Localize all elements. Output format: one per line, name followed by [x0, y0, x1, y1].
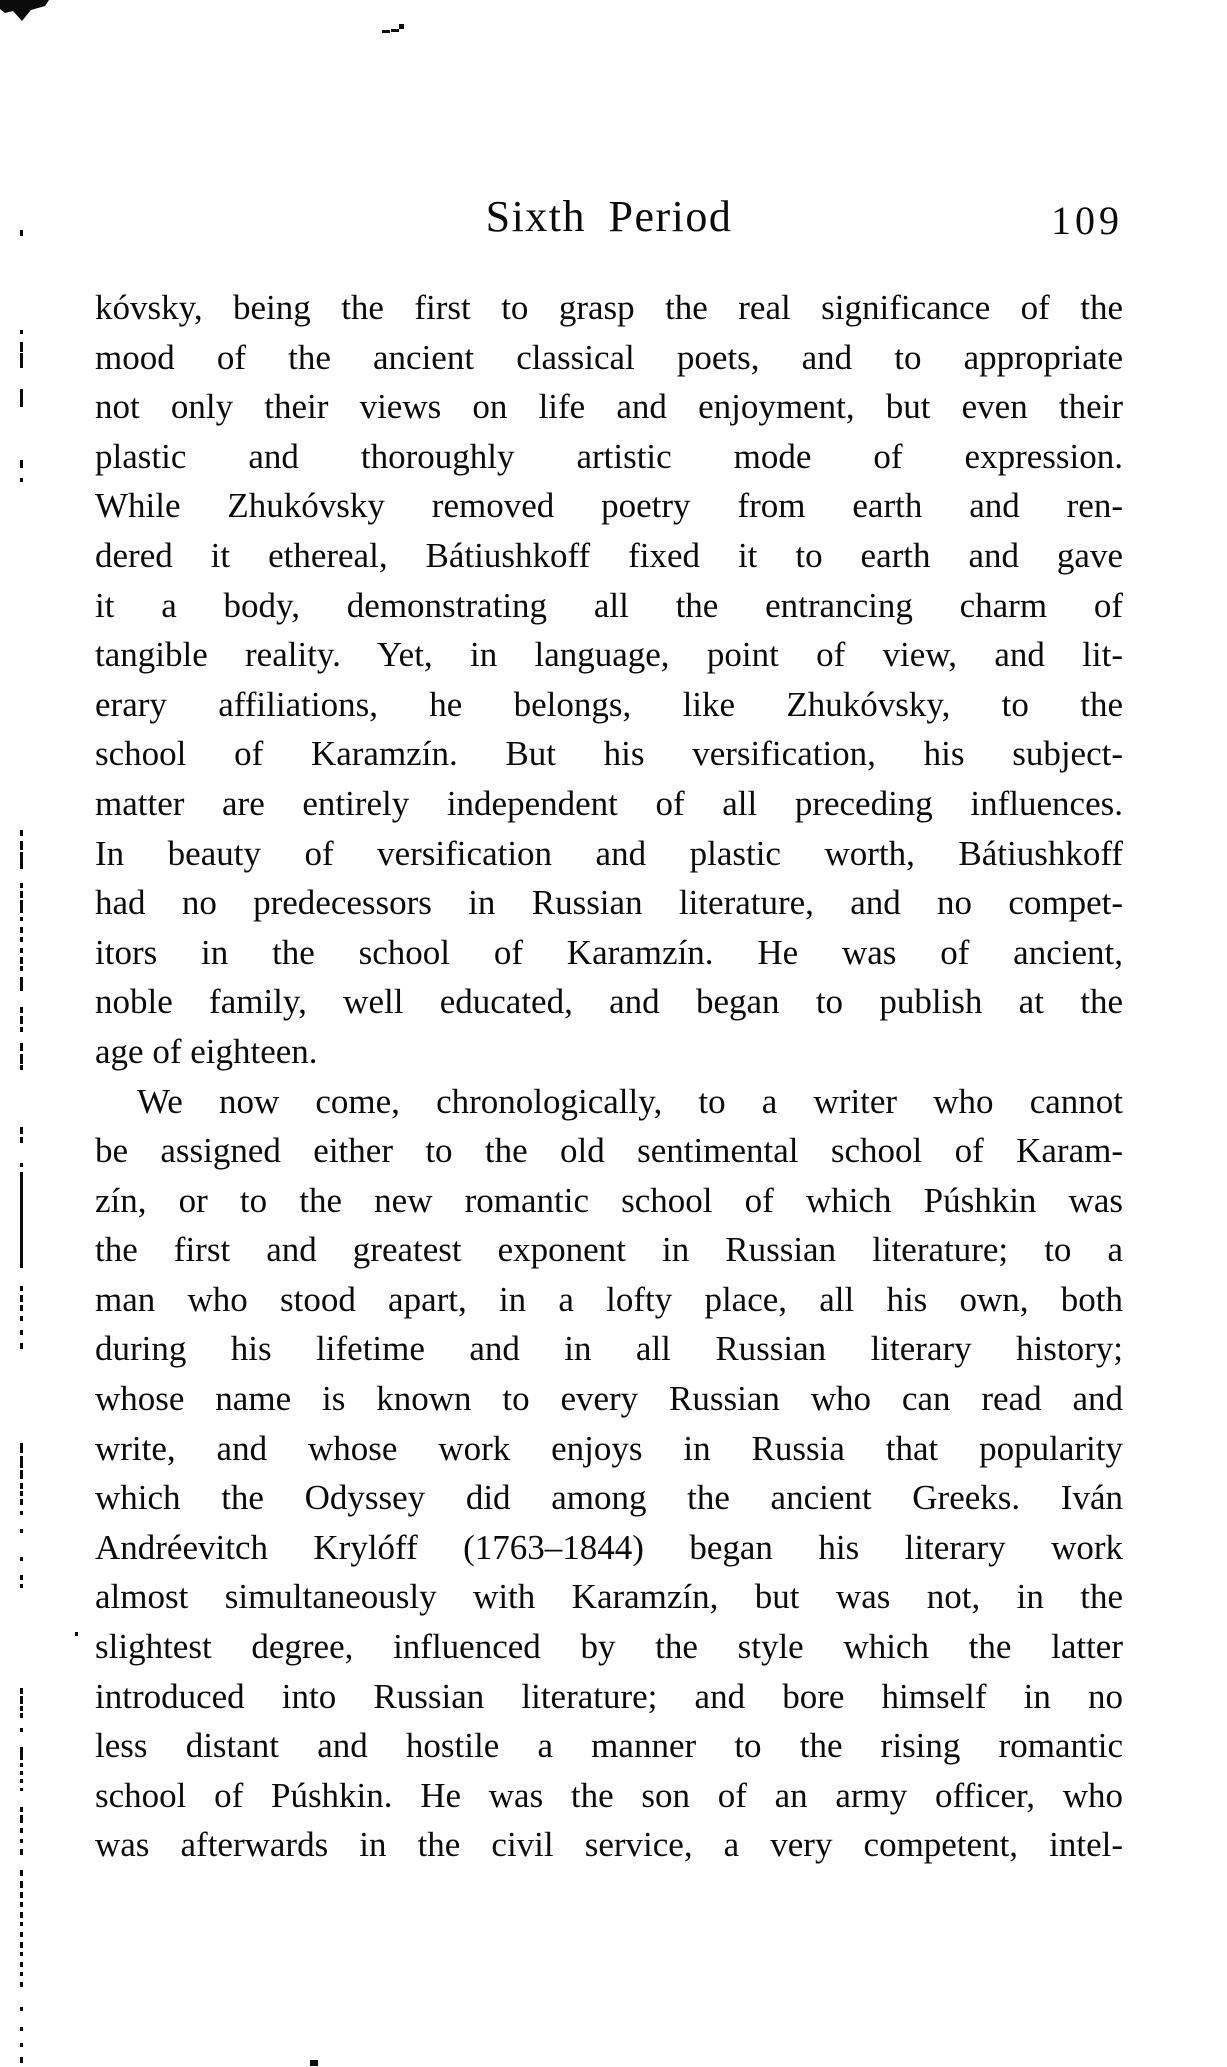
gutter-tick-artifact	[20, 1316, 23, 1321]
gutter-tick-artifact	[20, 1902, 23, 1907]
text-line: introduced into Russian literature; and bore himself in no	[95, 1676, 1123, 1716]
gutter-tick-artifact	[20, 1962, 23, 1967]
gutter-tick-artifact	[20, 2027, 23, 2031]
text-line: itors in the school of Karamzín. He was of ancient,	[95, 932, 1123, 972]
gutter-tick-artifact	[20, 1491, 23, 1496]
gutter-tick-artifact	[20, 1575, 23, 1580]
scan-corner-artifact	[0, 0, 52, 23]
gutter-tick-artifact	[20, 460, 23, 468]
text-line: not only their views on life and enjoyment, but even their	[95, 387, 1123, 427]
text-line: be assigned either to the old sentimental school of Karam-	[95, 1131, 1123, 1171]
text-line: erary affiliations, he belongs, like Zhukóvsky, to the	[95, 684, 1123, 724]
gutter-tick-artifact	[20, 1870, 23, 1876]
gutter-tick-artifact	[20, 1779, 23, 1783]
text-line: plastic and thoroughly artistic mode of expression.	[95, 436, 1123, 476]
gutter-tick-artifact	[20, 330, 23, 334]
text-line: write, and whose work enjoys in Russia that popularity	[95, 1428, 1123, 1468]
running-head	[95, 192, 1123, 242]
text-line: kóvsky, being the first to grasp the real significance of the	[95, 288, 1123, 327]
gutter-tick-artifact	[20, 1127, 23, 1134]
paragraph	[95, 283, 1123, 1077]
gutter-tick-artifact	[20, 1286, 23, 1291]
gutter-tick-artifact	[20, 1828, 23, 1833]
text-line: We now come, chronologically, to a writer who cannot	[137, 1081, 1123, 1121]
text-line: dered it ethereal, Bátiushkoff fixed it to earth and gave	[95, 535, 1123, 575]
text-line: matter are entirely independent of all preceding influences.	[95, 783, 1123, 823]
gutter-tick-artifact	[20, 1849, 23, 1855]
gutter-tick-artifact	[20, 1892, 23, 1898]
scan-speck-artifact	[382, 30, 390, 33]
gutter-tick-artifact	[20, 2057, 23, 2063]
gutter-tick-artifact	[20, 1912, 23, 1918]
gutter-tick-artifact	[20, 1043, 23, 1051]
gutter-tick-artifact	[20, 1456, 23, 1468]
text-line: almost simultaneously with Karamzín, but was not, in the	[95, 1577, 1123, 1617]
text-line: school of Púshkin. He was the son of an army officer, who	[95, 1775, 1123, 1815]
gutter-tick-artifact	[20, 852, 23, 864]
paragraph	[95, 1077, 1123, 1871]
gutter-tick-artifact	[20, 1771, 23, 1775]
text-line: man who stood apart, in a lofty place, all his own, both	[95, 1279, 1123, 1319]
page-header-title: Sixth Period	[485, 192, 733, 241]
gutter-tick-artifact	[20, 927, 23, 933]
gutter-tick-artifact	[20, 478, 23, 482]
text-line: it a body, demonstrating all the entrancing charm of	[95, 585, 1123, 625]
gutter-tick-artifact	[20, 1807, 23, 1812]
gutter-tick-artifact	[20, 2007, 23, 2011]
text-line: had no predecessors in Russian literature, and no compet-	[95, 883, 1123, 923]
gutter-tick-artifact	[20, 1305, 23, 1311]
gutter-tick-artifact	[20, 830, 23, 836]
gutter-tick-artifact	[20, 1728, 23, 1732]
gutter-tick-artifact	[20, 230, 23, 236]
gutter-tick-artifact	[20, 389, 23, 407]
text-line: less distant and hostile a manner to the rising romantic	[95, 1726, 1123, 1766]
gutter-tick-artifact	[20, 1763, 23, 1767]
text-line: the first and greatest exponent in Russian literature; to a	[95, 1230, 1123, 1270]
gutter-tick-artifact	[20, 957, 23, 964]
gutter-tick-artifact	[20, 1881, 23, 1888]
gutter-tick-artifact	[20, 1713, 23, 1718]
gutter-tick-artifact	[20, 908, 23, 913]
gutter-tick-artifact	[20, 917, 23, 921]
gutter-tick-artifact	[20, 1696, 23, 1704]
gutter-tick-artifact	[20, 1557, 23, 1561]
gutter-tick-artifact	[20, 1027, 23, 1032]
gutter-tick-artifact	[20, 1952, 23, 1956]
gutter-tick-artifact	[20, 1942, 23, 1948]
gutter-tick-artifact	[20, 1982, 23, 1987]
text-line: Andréevitch Krylóff (1763–1844) began his literary work	[95, 1527, 1123, 1567]
gutter-tick-artifact	[20, 342, 23, 352]
gutter-tick-artifact	[20, 891, 23, 898]
gutter-tick-artifact	[20, 977, 23, 991]
text-line: mood of the ancient classical poets, and to appropriate	[95, 337, 1123, 377]
gutter-tick-artifact	[20, 1972, 23, 1976]
text-line: whose name is known to every Russian who can read and	[95, 1379, 1123, 1419]
gutter-tick-artifact	[20, 841, 23, 850]
gutter-tick-artifact	[20, 1511, 23, 1515]
text-line: noble family, well educated, and began to publish at the	[95, 982, 1123, 1022]
scan-speck-artifact	[399, 24, 404, 29]
text-line: While Zhukóvsky removed poetry from earth and ren-	[95, 486, 1123, 526]
gutter-tick-artifact	[20, 937, 23, 942]
gutter-tick-artifact	[20, 1295, 23, 1302]
scan-speck-artifact	[391, 29, 399, 32]
text-line: In beauty of versification and plastic worth, Bátiushkoff	[95, 833, 1123, 873]
gutter-tick-artifact	[20, 883, 23, 888]
gutter-tick-artifact	[20, 1483, 23, 1489]
gutter-tick-artifact	[20, 353, 23, 368]
gutter-tick-artifact	[20, 1443, 23, 1453]
gutter-tick-artifact	[20, 1054, 23, 1064]
gutter-tick-artifact	[20, 1932, 23, 1937]
gutter-tick-artifact	[20, 1839, 23, 1843]
gutter-tick-artifact	[20, 1065, 23, 1070]
text-line: age of eighteen.	[95, 1031, 318, 1071]
gutter-tick-artifact	[20, 1688, 23, 1694]
text-line: was afterwards in the civil service, a very competent, intel-	[95, 1825, 1123, 1865]
gutter-tick-artifact	[20, 1747, 23, 1760]
gutter-tick-artifact	[20, 1016, 23, 1024]
gutter-tick-artifact	[20, 1137, 23, 1143]
text-line: zín, or to the new romantic school of which Púshkin was	[95, 1180, 1123, 1220]
gutter-tick-artifact	[20, 864, 23, 869]
gutter-tick-artifact	[20, 1815, 23, 1823]
text-line: slightest degree, influenced by the style which the latter	[95, 1627, 1123, 1667]
gutter-line-artifact	[20, 1172, 23, 1268]
gutter-tick-artifact	[20, 1529, 23, 1533]
gutter-tick-artifact	[20, 966, 23, 971]
gutter-tick-artifact	[20, 1706, 23, 1711]
gutter-tick-artifact	[20, 900, 23, 908]
text-line: tangible reality. Yet, in language, point of view, and lit-	[95, 635, 1123, 675]
gutter-tick-artifact	[20, 1584, 23, 1588]
gutter-tick-artifact	[20, 1922, 23, 1926]
gutter-tick-artifact	[20, 1007, 23, 1013]
body-text	[95, 283, 1123, 1870]
text-line: school of Karamzín. But his versification, his subject-	[95, 734, 1123, 774]
text-line: which the Odyssey did among the ancient Greeks. Iván	[95, 1478, 1123, 1518]
gutter-tick-artifact	[20, 948, 23, 953]
gutter-tick-artifact	[20, 1330, 23, 1335]
gutter-tick-artifact	[20, 1499, 23, 1505]
scan-speck-artifact	[75, 1632, 78, 1636]
gutter-tick-artifact	[20, 2043, 23, 2047]
gutter-tick-artifact	[20, 1163, 23, 1167]
text-line: during his lifetime and in all Russian literary history;	[95, 1329, 1123, 1369]
gutter-tick-artifact	[20, 1470, 23, 1479]
gutter-tick-artifact	[20, 1343, 23, 1349]
scan-speck-artifact	[310, 2060, 318, 2066]
page-number: 109	[1051, 198, 1123, 243]
gutter-tick-artifact	[20, 1788, 23, 1791]
